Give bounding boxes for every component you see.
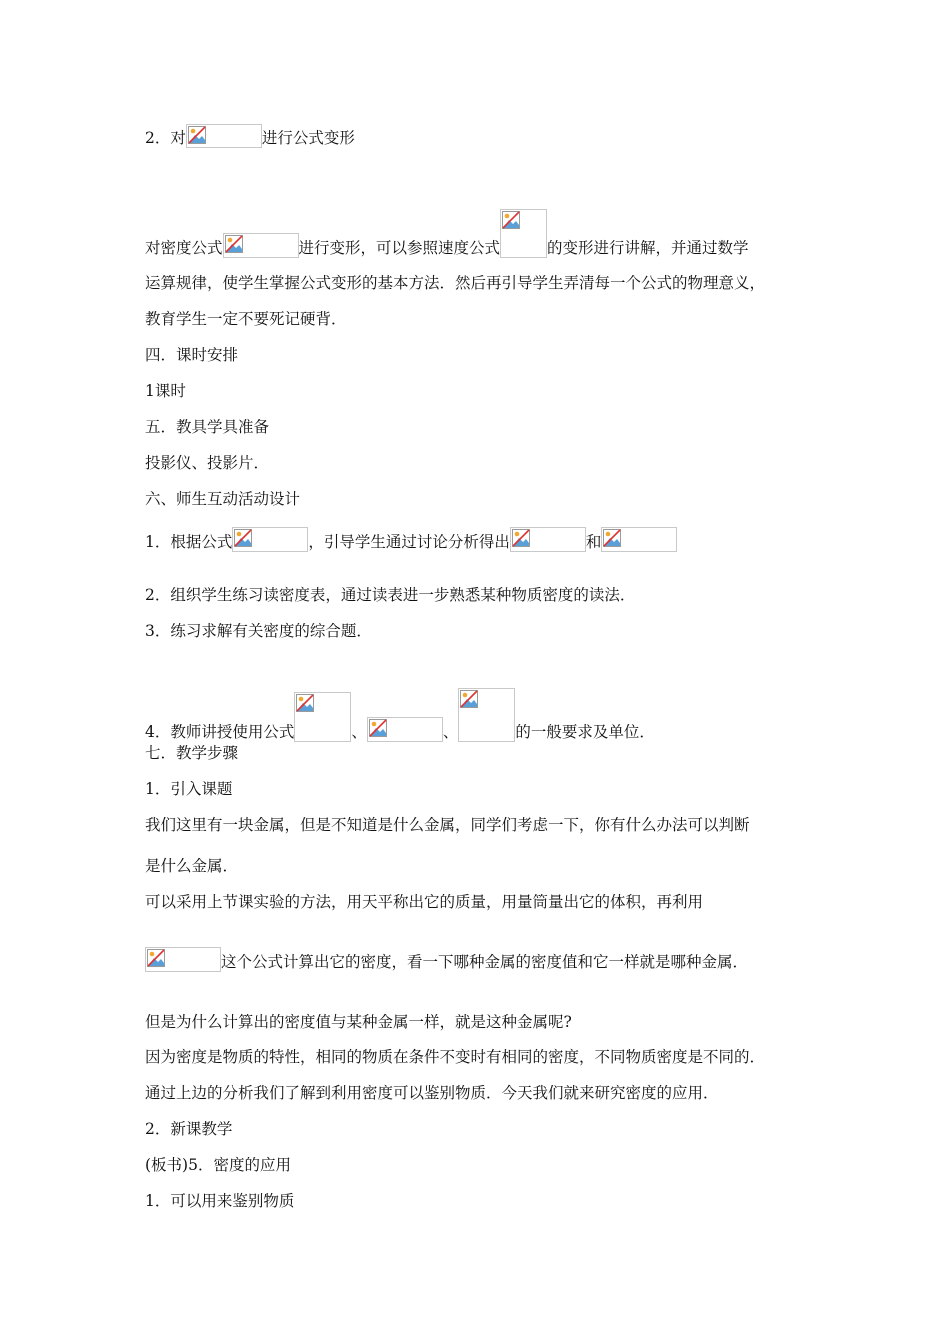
text: 1．可以用来鉴别物质 [145, 1192, 295, 1210]
broken-image-glyph [603, 529, 621, 547]
text: 通过上边的分析我们了解到利用密度可以鉴别物质．今天我们就来研究密度的应用． [145, 1084, 719, 1102]
text: 1课时 [145, 382, 186, 400]
subsection-heading [145, 1119, 232, 1139]
broken-image-icon [367, 717, 443, 742]
broken-image-icon [601, 527, 677, 552]
text: 因为密度是物质的特性，相同的物质在条件不变时有相同的密度，不同物质密度是不同的． [145, 1048, 766, 1066]
text: 我们这里有一块金属，但是不知道是什么金属，同学们考虑一下，你有什么办法可以判断 [145, 816, 750, 834]
broken-image-icon [232, 527, 308, 552]
broken-image-icon [294, 692, 351, 742]
text: 、 [442, 723, 459, 741]
text: 四．课时安排 [145, 346, 239, 364]
text: 3．练习求解有关密度的综合题． [145, 622, 372, 640]
text: 这个公式计算出它的密度，看一下哪种金属的密度值和它一样就是哪种金属． [221, 953, 749, 971]
broken-image-glyph [234, 529, 252, 547]
text: 运算规律，使学生掌握公式变形的基本方法．然后再引导学生弄清每一个公式的物理意义， [145, 274, 766, 292]
broken-image-icon [223, 233, 299, 258]
paragraph-line [145, 815, 750, 835]
paragraph-line [145, 856, 238, 876]
text: 投影仪、投影片． [145, 454, 270, 472]
text: 和 [585, 533, 602, 551]
broken-image-icon [458, 688, 515, 742]
text: 的变形进行讲解，并通过数学 [547, 239, 749, 257]
broken-image-icon [186, 124, 262, 148]
line-formula-usage [145, 688, 655, 742]
text: 的一般要求及单位． [515, 723, 655, 741]
paragraph-line [145, 1047, 765, 1067]
text: 教育学生一定不要死记硬背． [145, 310, 347, 328]
section-heading [145, 417, 269, 437]
text: 但是为什么计算出的密度值与某种金属一样，就是这种金属呢? [145, 1013, 572, 1031]
line-density-formula [145, 209, 749, 258]
paragraph-line [145, 309, 347, 329]
paragraph-line [145, 1012, 572, 1032]
broken-image-glyph [188, 126, 206, 144]
broken-image-glyph [460, 690, 478, 708]
broken-image-icon [510, 527, 586, 552]
paragraph-line [145, 621, 372, 641]
text: ，引导学生通过讨论分析得出 [308, 533, 510, 551]
paragraph-line [145, 1155, 291, 1175]
paragraph-line [145, 1083, 719, 1103]
text: 七．教学步骤 [145, 744, 239, 762]
text: 2．新课教学 [145, 1120, 233, 1138]
broken-image-icon [145, 947, 221, 972]
broken-image-glyph [512, 529, 530, 547]
text: 4．教师讲授使用公式 [145, 723, 295, 741]
text: 五．教具学具准备 [145, 418, 270, 436]
text: 对密度公式 [145, 239, 223, 257]
text: 可以采用上节课实验的方法，用天平称出它的质量，用量筒量出它的体积，再利用 [145, 893, 704, 911]
line-formula-transform [145, 124, 355, 148]
broken-image-glyph [502, 211, 520, 229]
broken-image-glyph [296, 694, 314, 712]
broken-image-icon [500, 209, 547, 258]
paragraph-line [145, 273, 765, 293]
text: 、 [351, 723, 367, 741]
section-heading [145, 743, 238, 763]
text: 进行公式变形 [261, 129, 355, 147]
paragraph-line [145, 585, 635, 605]
text: 是什么金属． [145, 857, 239, 875]
paragraph-line [145, 381, 186, 401]
paragraph-line [145, 453, 269, 473]
text: 1．引入课题 [145, 780, 233, 798]
broken-image-glyph [225, 235, 243, 253]
text: 进行变形，可以参照速度公式 [298, 239, 501, 257]
paragraph-line [145, 1191, 294, 1211]
section-heading [145, 345, 238, 365]
paragraph-line [145, 892, 703, 912]
broken-image-glyph [369, 719, 387, 737]
line-formula-calc [145, 947, 748, 972]
line-formula-derive [145, 527, 677, 552]
text: 1．根据公式 [145, 533, 233, 551]
text: 2．对 [145, 129, 186, 147]
section-heading [145, 489, 300, 509]
text: 2．组织学生练习读密度表，通过读表进一步熟悉某种物质密度的读法． [145, 586, 636, 604]
text: (板书)5．密度的应用 [145, 1156, 291, 1174]
text: 六、师生互动活动设计 [145, 490, 301, 508]
broken-image-glyph [147, 949, 165, 967]
subsection-heading [145, 779, 232, 799]
